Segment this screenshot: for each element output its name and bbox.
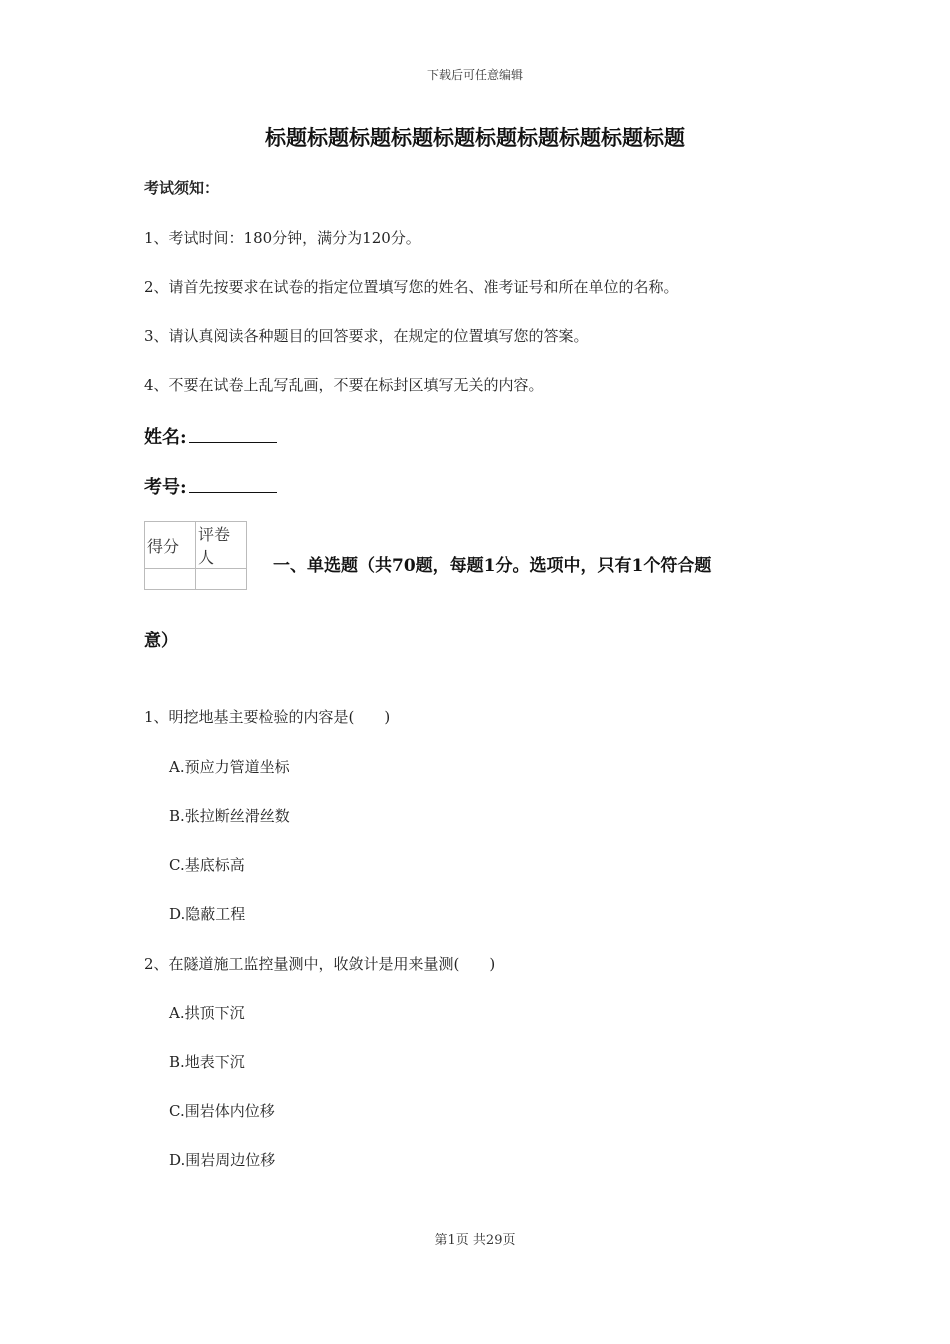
question-option: C.基底标高 [169, 856, 245, 874]
instruction-item: 3、请认真阅读各种题目的回答要求，在规定的位置填写您的答案。 [144, 327, 589, 345]
page-header: 下载后可任意编辑 [426, 68, 523, 82]
question-option: D.围岩周边位移 [169, 1151, 276, 1169]
question-stem: 2、在隧道施工监控量测中，收敛计是用来量测( ) [144, 955, 496, 973]
grader-header: 评卷人 [196, 522, 247, 569]
question-option: C.围岩体内位移 [169, 1102, 275, 1120]
name-label: 姓名: [144, 427, 187, 448]
instructions-heading: 考试须知： [144, 179, 220, 197]
document-title: 标题标题标题标题标题标题标题标题标题标题 [265, 125, 685, 150]
id-field [144, 473, 277, 499]
id-label: 考号: [144, 477, 187, 498]
section-heading-continued: 意） [144, 631, 178, 651]
name-blank-line[interactable] [189, 426, 277, 443]
score-header: 得分 [145, 522, 196, 569]
page-footer: 第1页 共29页 [434, 1233, 516, 1248]
instruction-item: 1、考试时间：180分钟，满分为120分。 [144, 229, 421, 247]
question-option: B.地表下沉 [169, 1053, 245, 1071]
score-table [144, 521, 247, 590]
instruction-item: 4、不要在试卷上乱写乱画，不要在标封区填写无关的内容。 [144, 376, 544, 394]
instruction-item: 2、请首先按要求在试卷的指定位置填写您的姓名、准考证号和所在单位的名称。 [144, 278, 679, 296]
question-option: B.张拉断丝滑丝数 [169, 807, 290, 825]
score-cell[interactable] [145, 569, 196, 590]
question-option: A.拱顶下沉 [169, 1004, 245, 1022]
name-field [144, 423, 277, 449]
question-stem: 1、明挖地基主要检验的内容是( ) [144, 708, 391, 726]
grader-cell[interactable] [196, 569, 247, 590]
question-option: D.隐蔽工程 [169, 905, 246, 923]
question-option: A.预应力管道坐标 [169, 758, 290, 776]
section-heading: 一、单选题（共70题，每题1分。选项中，只有1个符合题 [273, 556, 712, 576]
id-blank-line[interactable] [189, 476, 277, 493]
